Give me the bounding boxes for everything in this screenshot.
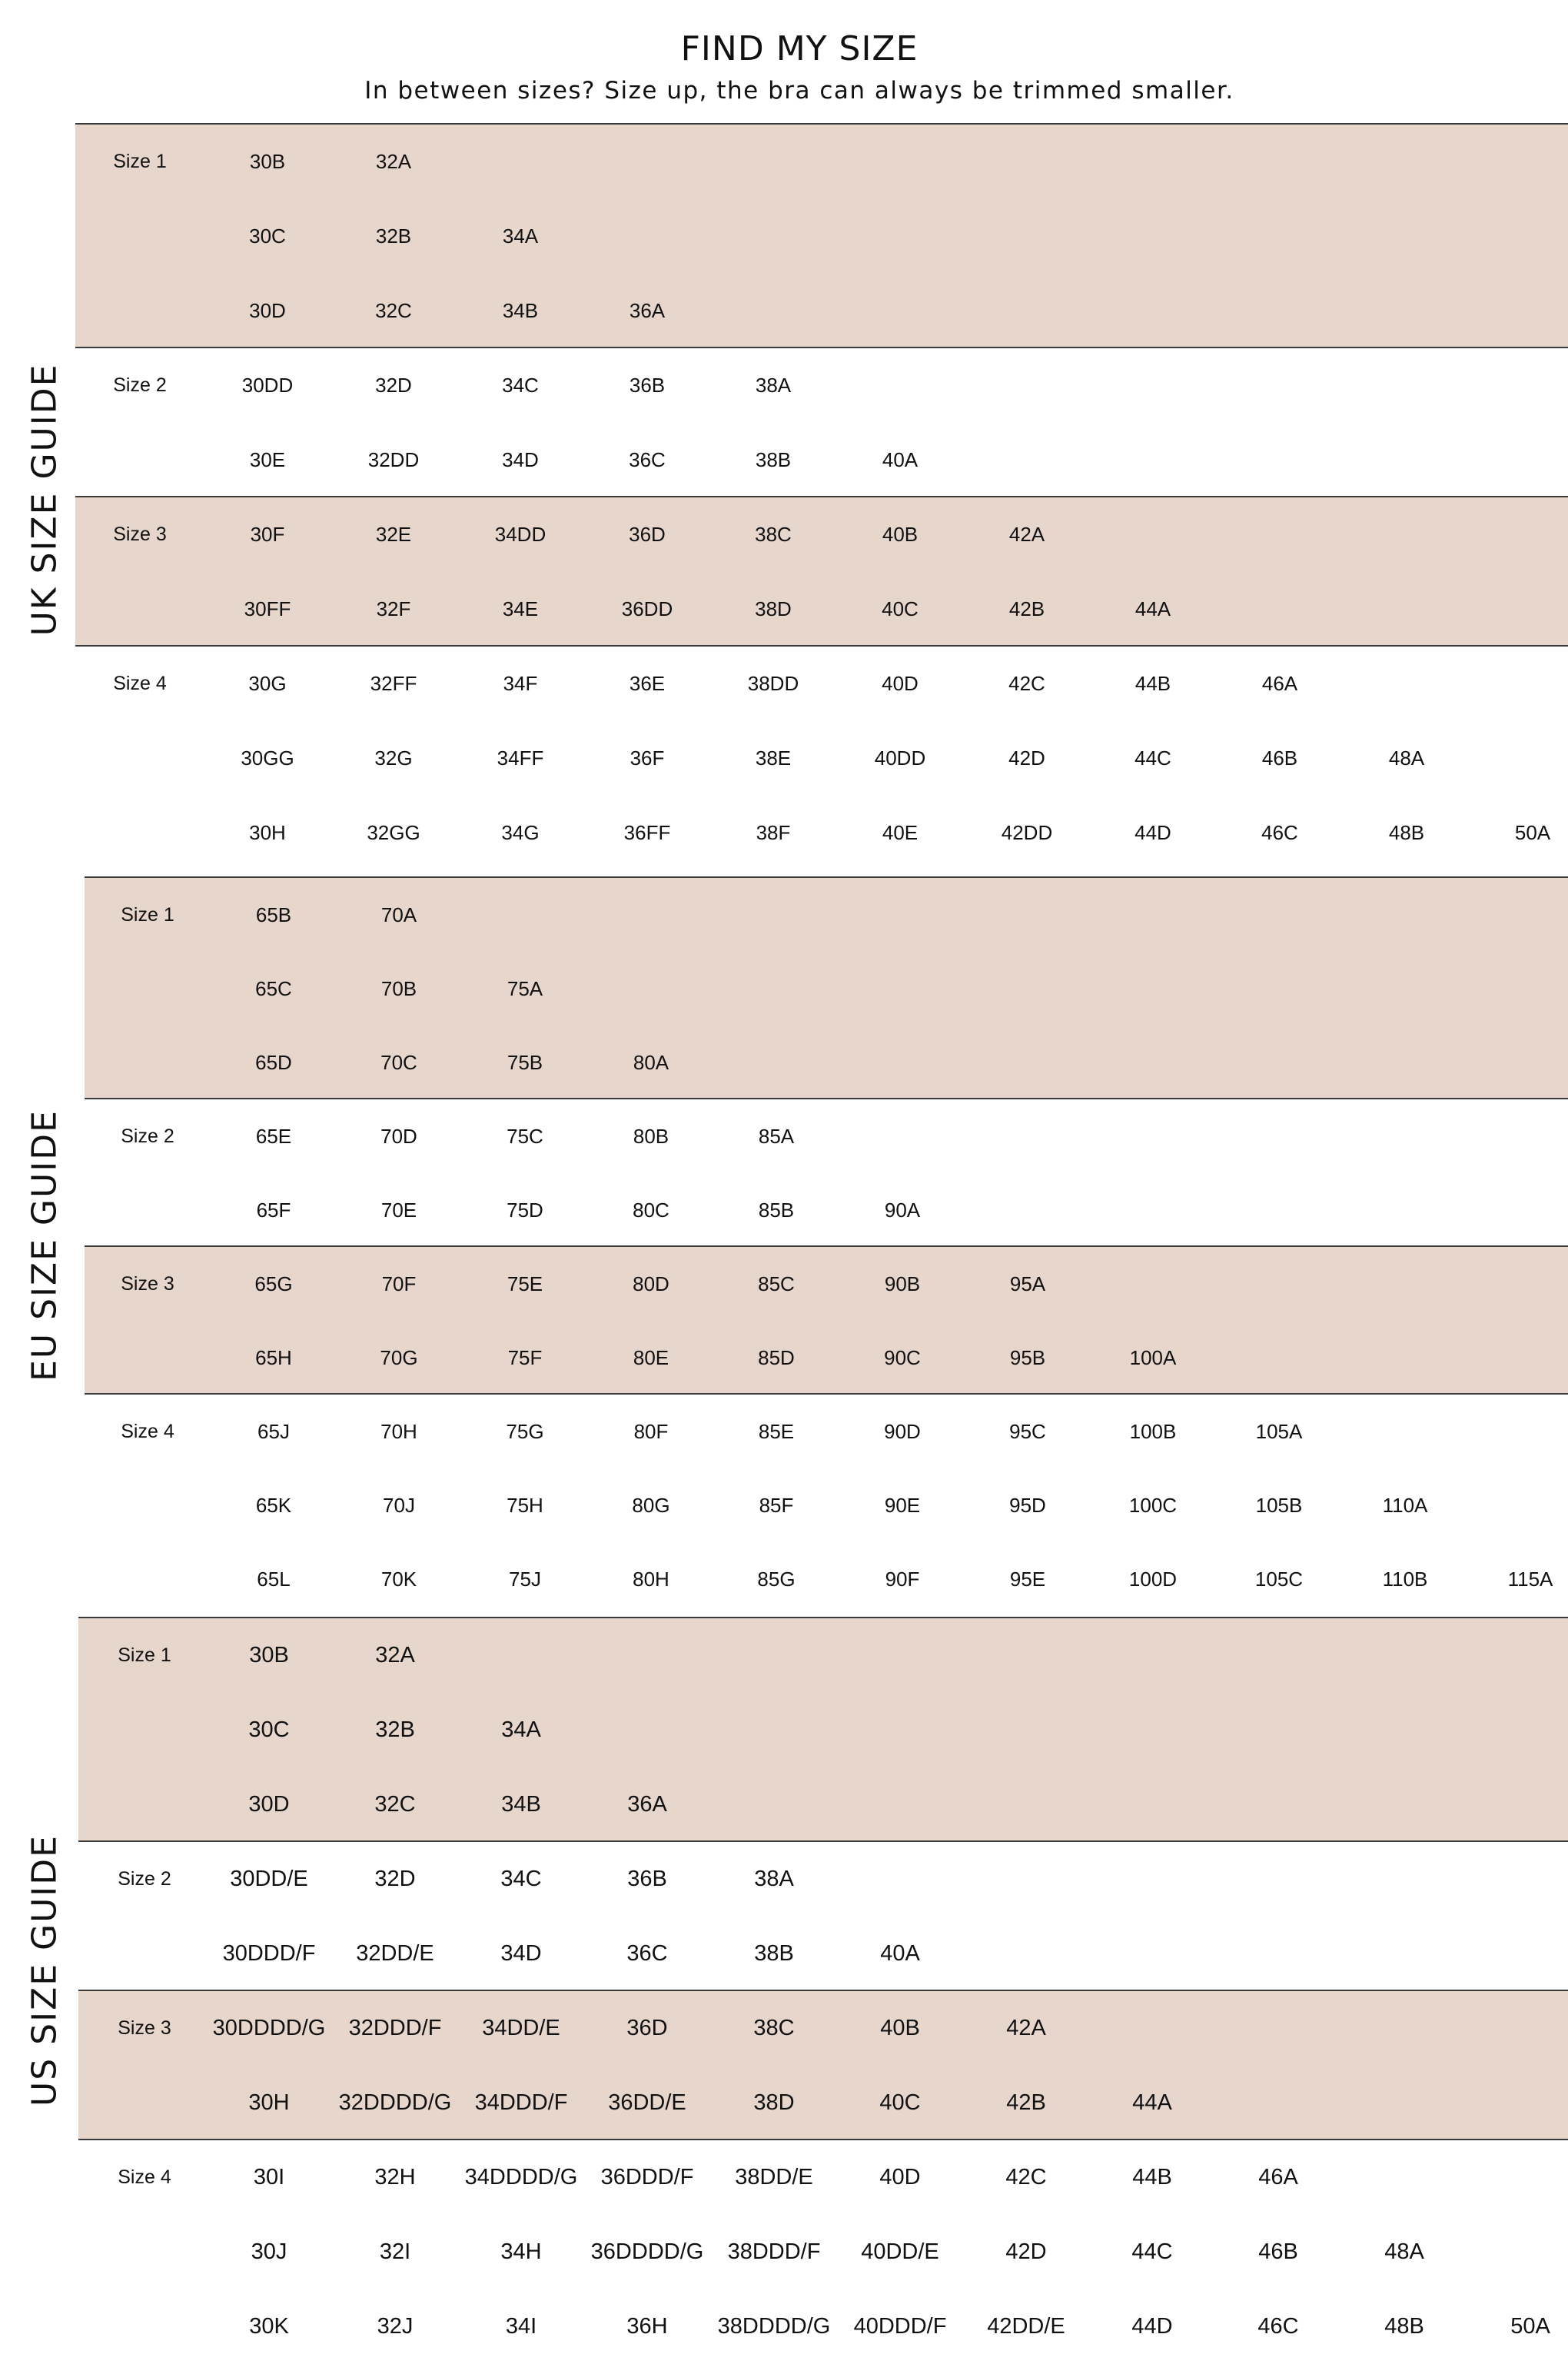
size-cell: 42A [1008, 523, 1045, 546]
size-cell: 95A [1009, 1272, 1046, 1295]
size-cell: 44D [1134, 821, 1171, 844]
size-cell: 30D [249, 299, 286, 322]
size-cell: 42C [1005, 2165, 1047, 2189]
size-cell: 34DDDD/G [464, 2165, 578, 2189]
size-cell: 42DD/E [987, 2314, 1065, 2339]
size-cell: 34H [500, 2239, 542, 2264]
size-cell: 36C [626, 1941, 668, 1966]
table-row [85, 1026, 1568, 1099]
size-cell: 30DDD/F [222, 1941, 316, 1966]
size-cell: 42B [1006, 2090, 1046, 2115]
size-cell: 65E [255, 1124, 292, 1148]
size-cell: 32J [377, 2314, 414, 2339]
us-size-2-band [78, 1840, 1568, 1990]
size-cell: 85E [758, 1419, 795, 1443]
us-size-guide-label: US SIZE GUIDE [25, 1834, 65, 2106]
eu-size-guide [0, 876, 1568, 1617]
size-label: Size 3 [121, 1272, 174, 1295]
size-cell: 85C [758, 1272, 795, 1295]
size-cell: 42DD [1001, 821, 1053, 844]
size-cell: 30G [248, 672, 287, 695]
table-row [75, 423, 1568, 497]
size-label: Size 1 [113, 151, 167, 172]
size-cell: 50A [1514, 821, 1551, 844]
size-cell: 38C [753, 2016, 795, 2040]
table-row [75, 721, 1568, 796]
size-cell: 65L [257, 1567, 291, 1591]
size-cell: 90E [884, 1493, 921, 1517]
table-row [78, 1991, 1568, 2066]
size-cell: 46C [1257, 2314, 1299, 2339]
page-subtitle: In between sizes? Size up, the bra can always be trimmed smaller. [364, 77, 1234, 105]
size-cell: 32C [374, 1792, 416, 1817]
size-label: Size 4 [118, 2166, 171, 2188]
size-cell: 38DDD/F [727, 2239, 821, 2264]
size-cell: 80F [633, 1419, 669, 1443]
size-label: Size 3 [113, 524, 167, 545]
size-cell: 30C [248, 1717, 290, 1742]
size-cell: 42D [1008, 746, 1045, 770]
size-cell: 44A [1132, 2090, 1172, 2115]
size-cell: 38E [755, 746, 792, 770]
size-cell: 36E [629, 672, 666, 695]
size-cell: 85A [758, 1124, 795, 1148]
size-cell: 46A [1261, 672, 1298, 695]
size-cell: 34G [501, 821, 540, 844]
size-label: Size 1 [121, 903, 174, 926]
size-cell: 34B [502, 299, 539, 322]
size-cell: 36DD/E [608, 2090, 686, 2115]
size-cell: 32I [379, 2239, 411, 2264]
size-cell: 100A [1129, 1345, 1177, 1369]
size-cell: 70H [380, 1419, 417, 1443]
size-cell: 44B [1132, 2165, 1172, 2189]
size-cell: 42A [1006, 2016, 1046, 2040]
size-cell: 30E [249, 448, 286, 471]
size-cell: 34C [500, 1867, 542, 1891]
size-label: Size 4 [113, 673, 167, 694]
size-cell: 42D [1005, 2239, 1047, 2264]
table-row [75, 572, 1568, 647]
table-row [85, 1099, 1568, 1173]
size-cell: 85B [758, 1198, 795, 1222]
size-cell: 38D [753, 2090, 795, 2115]
size-cell: 40D [879, 2165, 921, 2189]
us-size-guide [0, 1617, 1568, 2352]
size-cell: 90A [884, 1198, 921, 1222]
size-cell: 65G [254, 1272, 293, 1295]
uk-size-guide [0, 123, 1568, 876]
size-cell: 32D [374, 1867, 416, 1891]
size-cell: 90B [884, 1272, 921, 1295]
size-cell: 70C [380, 1050, 417, 1074]
size-cell: 38DD [747, 672, 799, 695]
size-label: Size 3 [118, 2017, 171, 2039]
size-cell: 36C [629, 448, 666, 471]
us-size-4-band [78, 2139, 1568, 2362]
size-cell: 30J [251, 2239, 287, 2264]
size-cell: 40D [882, 672, 919, 695]
table-row [75, 125, 1568, 199]
size-cell: 38B [754, 1941, 794, 1966]
size-cell: 40A [882, 448, 919, 471]
size-cell: 65K [255, 1493, 292, 1517]
size-cell: 30GG [241, 746, 294, 770]
size-cell: 36H [626, 2314, 668, 2339]
table-row [75, 274, 1568, 348]
size-cell: 75J [509, 1567, 541, 1591]
size-cell: 32G [374, 746, 413, 770]
size-cell: 34A [501, 1717, 541, 1742]
size-cell: 40B [882, 523, 919, 546]
size-cell: 38A [755, 374, 792, 397]
table-row [75, 348, 1568, 423]
size-label: Size 2 [118, 1868, 171, 1890]
size-cell: 32F [376, 597, 411, 620]
size-cell: 32DDDD/G [338, 2090, 452, 2115]
size-cell: 105C [1254, 1567, 1304, 1591]
size-cell: 85G [757, 1567, 796, 1591]
eu-size-1-band [85, 876, 1568, 1098]
table-row [78, 1693, 1568, 1767]
size-cell: 100D [1128, 1567, 1178, 1591]
size-cell: 70F [381, 1272, 417, 1295]
size-cell: 34FF [497, 746, 544, 770]
size-cell: 32E [375, 523, 412, 546]
size-cell: 38D [755, 597, 792, 620]
size-cell: 70G [380, 1345, 418, 1369]
size-cell: 32DDD/F [348, 2016, 442, 2040]
size-cell: 80E [633, 1345, 669, 1369]
size-cell: 32D [375, 374, 412, 397]
size-cell: 95E [1009, 1567, 1046, 1591]
size-cell: 70J [383, 1493, 415, 1517]
size-cell: 40DD/E [861, 2239, 939, 2264]
size-cell: 34E [502, 597, 539, 620]
size-cell: 40DDD/F [853, 2314, 947, 2339]
table-row [85, 952, 1568, 1026]
size-cell: 44C [1131, 2239, 1173, 2264]
size-cell: 46B [1258, 2239, 1298, 2264]
size-cell: 32DD [367, 448, 420, 471]
eu-size-guide-label: EU SIZE GUIDE [25, 1109, 65, 1381]
size-cell: 30I [253, 2165, 285, 2189]
size-cell: 80G [632, 1493, 670, 1517]
size-cell: 34D [502, 448, 539, 471]
size-cell: 75H [507, 1493, 543, 1517]
uk-size-3-band [75, 496, 1568, 645]
size-label: Size 2 [113, 374, 167, 396]
size-cell: 30F [250, 523, 285, 546]
table-row [85, 878, 1568, 952]
size-cell: 115A [1507, 1567, 1553, 1591]
size-cell: 65B [255, 903, 292, 926]
size-cell: 30DD/E [230, 1867, 308, 1891]
table-row [78, 2289, 1568, 2364]
size-cell: 105A [1255, 1419, 1303, 1443]
uk-size-1-band [75, 123, 1568, 347]
size-cell: 38DDDD/G [717, 2314, 831, 2339]
size-cell: 30D [248, 1792, 290, 1817]
size-cell: 42B [1008, 597, 1045, 620]
size-cell: 90D [884, 1419, 921, 1443]
eu-size-4-band [85, 1393, 1568, 1614]
size-cell: 65D [255, 1050, 292, 1074]
size-cell: 46C [1261, 821, 1298, 844]
size-cell: 44A [1134, 597, 1171, 620]
table-row [75, 199, 1568, 274]
size-cell: 32H [374, 2165, 416, 2189]
size-cell: 34A [502, 224, 539, 248]
size-cell: 105B [1255, 1493, 1303, 1517]
us-size-table [78, 1617, 1568, 2362]
size-cell: 75D [507, 1198, 543, 1222]
size-cell: 30B [249, 150, 286, 173]
size-cell: 36A [629, 299, 666, 322]
size-cell: 70K [380, 1567, 417, 1591]
size-label: Size 1 [118, 1644, 171, 1666]
table-row [78, 2215, 1568, 2289]
size-cell: 30C [249, 224, 286, 248]
size-cell: 32GG [367, 821, 420, 844]
size-cell: 32C [375, 299, 412, 322]
size-cell: 95D [1009, 1493, 1046, 1517]
size-cell: 90C [884, 1345, 921, 1369]
size-cell: 42C [1008, 672, 1045, 695]
us-size-3-band [78, 1990, 1568, 2139]
uk-size-table [75, 123, 1568, 869]
size-cell: 40A [880, 1941, 920, 1966]
size-cell: 46B [1261, 746, 1298, 770]
size-cell: 65F [256, 1198, 291, 1222]
size-cell: 34F [503, 672, 538, 695]
size-cell: 40C [882, 597, 919, 620]
size-cell: 75G [506, 1419, 544, 1443]
size-cell: 36A [627, 1792, 667, 1817]
size-label: Size 2 [121, 1125, 174, 1147]
size-cell: 36B [629, 374, 666, 397]
size-cell: 65C [255, 976, 292, 1000]
size-cell: 34D [500, 1941, 542, 1966]
uk-size-2-band [75, 347, 1568, 496]
size-cell: 32DD/E [356, 1941, 434, 1966]
size-cell: 36DDD/F [600, 2165, 694, 2189]
size-cell: 36DD [621, 597, 673, 620]
size-cell: 34C [502, 374, 539, 397]
size-cell: 30K [249, 2314, 289, 2339]
us-size-1-band [78, 1617, 1568, 1840]
size-cell: 85F [759, 1493, 794, 1517]
size-cell: 65H [255, 1345, 292, 1369]
table-row [78, 2140, 1568, 2215]
size-cell: 32A [375, 1643, 415, 1667]
size-cell: 34DD/E [482, 2016, 560, 2040]
size-cell: 36F [630, 746, 665, 770]
size-cell: 38C [755, 523, 792, 546]
size-label: Size 4 [121, 1420, 174, 1442]
eu-size-2-band [85, 1098, 1568, 1245]
size-cell: 46A [1258, 2165, 1298, 2189]
size-cell: 90F [885, 1567, 920, 1591]
size-cell: 34DD [494, 523, 546, 546]
size-cell: 70D [380, 1124, 417, 1148]
size-cell: 38A [754, 1867, 794, 1891]
size-cell: 80C [633, 1198, 669, 1222]
size-cell: 30H [249, 821, 286, 844]
size-cell: 100C [1128, 1493, 1178, 1517]
table-row [75, 497, 1568, 572]
size-cell: 70B [380, 976, 417, 1000]
table-row [85, 1395, 1568, 1468]
size-cell: 110B [1382, 1567, 1428, 1591]
size-cell: 38B [755, 448, 792, 471]
size-cell: 34DDD/F [474, 2090, 568, 2115]
size-cell: 75F [507, 1345, 543, 1369]
size-cell: 50A [1510, 2314, 1550, 2339]
size-cell: 100B [1129, 1419, 1177, 1443]
size-cell: 48B [1388, 821, 1425, 844]
size-cell: 38F [756, 821, 791, 844]
table-row [85, 1173, 1568, 1247]
size-cell: 36DDDD/G [590, 2239, 704, 2264]
size-cell: 85D [758, 1345, 795, 1369]
size-cell: 80H [633, 1567, 669, 1591]
size-cell: 34B [501, 1792, 541, 1817]
table-row [78, 1618, 1568, 1693]
eu-size-table [85, 876, 1568, 1614]
uk-size-guide-label: UK SIZE GUIDE [25, 363, 65, 637]
table-row [78, 1842, 1568, 1917]
table-row [75, 647, 1568, 721]
size-cell: 34I [505, 2314, 537, 2339]
size-cell: 75C [507, 1124, 543, 1148]
table-row [78, 2066, 1568, 2140]
size-cell: 80A [633, 1050, 669, 1074]
size-cell: 36B [627, 1867, 667, 1891]
size-cell: 80D [633, 1272, 669, 1295]
size-cell: 32B [375, 224, 412, 248]
size-cell: 36FF [623, 821, 671, 844]
table-row [78, 1767, 1568, 1842]
eu-size-3-band [85, 1245, 1568, 1393]
size-cell: 70A [380, 903, 417, 926]
size-cell: 48B [1384, 2314, 1424, 2339]
size-cell: 30DDDD/G [212, 2016, 326, 2040]
size-cell: 65J [257, 1419, 290, 1443]
size-cell: 40E [882, 821, 919, 844]
size-cell: 32FF [370, 672, 417, 695]
size-cell: 95C [1009, 1419, 1046, 1443]
size-cell: 75B [507, 1050, 543, 1074]
size-cell: 32A [375, 150, 412, 173]
size-cell: 40B [880, 2016, 920, 2040]
size-cell: 40DD [874, 746, 926, 770]
size-cell: 110A [1382, 1493, 1428, 1517]
size-cell: 30FF [244, 597, 291, 620]
size-cell: 95B [1009, 1345, 1046, 1369]
size-cell: 30DD [241, 374, 294, 397]
size-cell: 40C [879, 2090, 921, 2115]
size-cell: 70E [380, 1198, 417, 1222]
size-cell: 48A [1388, 746, 1425, 770]
size-cell: 38DD/E [735, 2165, 813, 2189]
size-cell: 44C [1134, 746, 1171, 770]
size-cell: 48A [1384, 2239, 1424, 2264]
table-row [85, 1542, 1568, 1616]
size-cell: 75A [507, 976, 543, 1000]
size-cell: 44D [1131, 2314, 1173, 2339]
page-title: FIND MY SIZE [680, 29, 919, 68]
size-cell: 32B [375, 1717, 415, 1742]
table-row [78, 1917, 1568, 1991]
size-cell: 75E [507, 1272, 543, 1295]
table-row [85, 1321, 1568, 1395]
size-cell: 44B [1134, 672, 1171, 695]
size-cell: 36D [626, 2016, 668, 2040]
uk-size-4-band [75, 645, 1568, 869]
size-cell: 80B [633, 1124, 669, 1148]
table-row [75, 796, 1568, 870]
size-cell: 30B [249, 1643, 289, 1667]
size-cell: 36D [629, 523, 666, 546]
table-row [85, 1247, 1568, 1321]
size-cell: 30H [248, 2090, 290, 2115]
table-row [85, 1468, 1568, 1542]
